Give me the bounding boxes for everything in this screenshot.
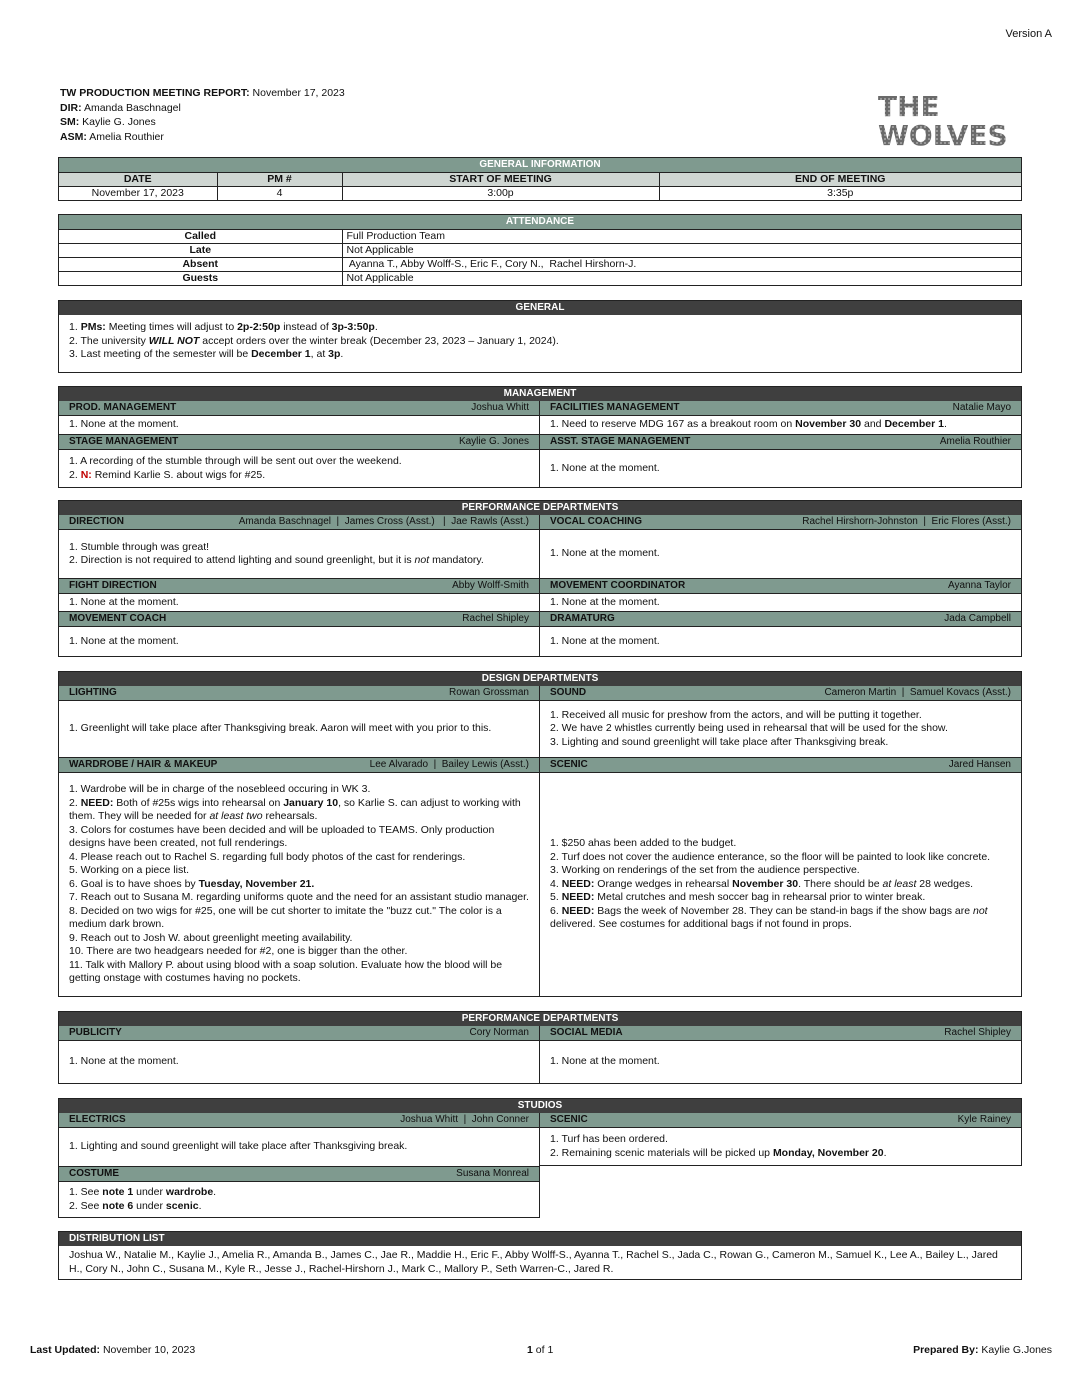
- date-value: November 17, 2023: [59, 187, 217, 201]
- dept-person: Rachel Hirshorn-Johnston | Eric Flores (Asst.): [802, 516, 1011, 527]
- attendance-section: [58, 214, 1022, 286]
- general-section: [58, 300, 1022, 373]
- dept-name: FIGHT DIRECTION: [69, 580, 157, 591]
- dept-notes: [69, 1186, 529, 1213]
- dept-person: Susana Monreal: [456, 1168, 529, 1179]
- dept-notes: [69, 635, 529, 649]
- asm-label: ASM:: [60, 130, 87, 143]
- note-line: 1. Turf has been ordered.: [550, 1133, 668, 1145]
- dept-notes: [550, 418, 1011, 432]
- last-updated-date: November 10, 2023: [102, 1344, 196, 1356]
- dept-person: Cameron Martin | Samuel Kovacs (Asst.): [824, 687, 1011, 698]
- note-line: 3. Colors for costumes have been decided and will be uploaded to TEAMS. Only production designs have been created, not full renderings.: [69, 823, 495, 850]
- note-line: 1. None at the moment.: [550, 1055, 660, 1068]
- dept-person: Amelia Routhier: [939, 436, 1011, 447]
- note-line: 6. NEED: Bags the week of November 28. They can be stand-in bags if the show bags are not delivered. See costumes for additional bags if not found in props.: [550, 904, 988, 931]
- design-departments-section: [58, 671, 1022, 997]
- last-updated: [30, 1344, 195, 1356]
- note-line: 10. There are two headgears needed for #2, one is bigger than the other.: [69, 945, 408, 958]
- attendance-label: Called: [59, 230, 342, 244]
- attendance-row: [59, 244, 1021, 258]
- distribution-names: Joshua W., Natalie M., Kaylie J., Amelia R., Amanda B., James C., Jae R., Maddie H., Eric F., Abby Wolff-S., Ayanna T., Rachel S., Jada C., Rowan G., Cameron M., Samuel K., Lee A., Bailey L., Jared H., Cory N., John C., Susana M., Kyle R., Jesse J., Rachel-Hirshorn J., Mark C., Mallory P., Seth Warren-C., Jared R.: [69, 1249, 998, 1275]
- dept-person: Rachel Shipley: [462, 613, 529, 624]
- dept-name: SCENIC: [550, 759, 588, 770]
- attendance-value: Full Production Team: [342, 230, 1021, 244]
- general-note: 2. The university WILL NOT accept orders over the winter break (December 23, 2023 – January 1, 2024).: [69, 334, 559, 347]
- dept-person: Natalie Mayo: [952, 402, 1011, 413]
- sm-label: SM:: [60, 116, 80, 128]
- note-line: 1. None at the moment.: [550, 634, 660, 647]
- general-note: 3. Last meeting of the semester will be December 1, at 3p.: [69, 348, 344, 360]
- dept-notes: [69, 596, 529, 610]
- note-line: 2. We have 2 whistles currently being used in rehearsal that will be used for the show.: [550, 722, 948, 735]
- dept-notes: [550, 635, 1011, 649]
- note-line: 3. Working on renderings of the set from the audience perspective.: [550, 864, 860, 877]
- dept-name: DIRECTION: [69, 516, 124, 527]
- start-header: START OF MEETING: [342, 173, 659, 187]
- dept-notes: [69, 783, 529, 986]
- attendance-label: Late: [59, 244, 342, 258]
- report-header: [60, 86, 345, 144]
- attendance-row: [59, 258, 1021, 272]
- distribution-title: DISTRIBUTION LIST: [59, 1232, 1021, 1246]
- dept-notes: [69, 1140, 529, 1154]
- note-line: 1. None at the moment.: [550, 547, 660, 560]
- note-line: 1. Greenlight will take place after Thanksgiving break. Aaron will meet with you prior to this.: [69, 722, 492, 735]
- dept-name: WARDROBE / HAIR & MAKEUP: [69, 759, 218, 770]
- logo-line-1: THE: [878, 90, 940, 123]
- note-line: 6. Goal is to have shoes by Tuesday, November 21.: [69, 877, 315, 890]
- dept-name: DRAMATURG: [550, 613, 615, 624]
- note-line: 2. NEED: Both of #25s wigs into rehearsal on January 10, so Karlie S. can adjust to working with them. They will be needed for at least two rehearsals.: [69, 796, 521, 823]
- dept-person: Jada Campbell: [944, 613, 1011, 624]
- note-line: 5. Working on a piece list.: [69, 864, 190, 877]
- attendance-label: Guests: [59, 272, 342, 286]
- attendance-value: Not Applicable: [342, 244, 1021, 258]
- note-line: 1. Stumble through was great!: [69, 540, 210, 553]
- performance2-title: PERFORMANCE DEPARTMENTS: [59, 1012, 1021, 1026]
- dept-notes: [69, 722, 529, 736]
- stage-manager-name: Kaylie G. Jones: [82, 116, 156, 128]
- note-line: 4. Please reach out to Rachel S. regarding full body photos of the cast for renderings.: [69, 850, 466, 863]
- management-section: [58, 386, 1022, 488]
- dept-person: Kaylie G. Jones: [458, 436, 529, 447]
- dept-notes: [550, 547, 1011, 561]
- dept-name: PROD. MANAGEMENT: [69, 402, 177, 413]
- attendance-row: [59, 272, 1021, 286]
- dept-notes: [69, 1055, 529, 1069]
- note-line: 9. Reach out to Josh W. about greenlight meeting availability.: [69, 931, 353, 944]
- attendance-value: Ayanna T., Abby Wolff-S., Eric F., Cory N., Rachel Hirshorn-J.: [342, 258, 1021, 272]
- dept-name: STAGE MANAGEMENT: [69, 436, 179, 447]
- prepared-by-name: Kaylie G.Jones: [981, 1344, 1052, 1356]
- note-line: 1. None at the moment.: [69, 418, 179, 431]
- note-line: 1. None at the moment.: [69, 595, 179, 608]
- studios-title: STUDIOS: [59, 1099, 1021, 1113]
- prepared-by: [913, 1344, 1052, 1356]
- note-line: 1. A recording of the stumble through will be sent out over the weekend.: [69, 455, 402, 467]
- version-label: Version A: [1005, 28, 1052, 40]
- dept-name: MOVEMENT COACH: [69, 613, 167, 624]
- dept-notes: [550, 462, 1011, 476]
- report-label: TW PRODUCTION MEETING REPORT:: [60, 87, 250, 99]
- performance-departments-section: [58, 500, 1022, 657]
- note-line: 2. Remaining scenic materials will be picked up Monday, November 20.: [550, 1146, 887, 1159]
- dept-person: Ayanna Taylor: [947, 580, 1011, 591]
- dept-name: MOVEMENT COORDINATOR: [550, 580, 686, 591]
- end-header: END OF MEETING: [659, 173, 1021, 187]
- note-line: 7. Reach out to Susana M. regarding uniforms quote and the need for an assistant studio manager.: [69, 891, 529, 904]
- dept-name: SOUND: [550, 687, 587, 698]
- dept-person: Lee Alvarado | Bailey Lewis (Asst.): [369, 759, 529, 770]
- dept-notes: [550, 709, 1011, 750]
- dept-name: PUBLICITY: [69, 1027, 122, 1038]
- dept-name: COSTUME: [69, 1168, 119, 1179]
- dept-name: VOCAL COACHING: [550, 516, 643, 527]
- management-title: MANAGEMENT: [59, 387, 1021, 401]
- dept-name: ASST. STAGE MANAGEMENT: [550, 436, 691, 447]
- general-information-title: GENERAL INFORMATION: [59, 158, 1021, 173]
- note-line: 1. See note 1 under wardrobe.: [69, 1186, 217, 1198]
- dept-name: LIGHTING: [69, 687, 117, 698]
- last-updated-label: Last Updated:: [30, 1344, 101, 1356]
- asst-stage-manager-name: Amelia Routhier: [89, 130, 164, 143]
- note-line: 1. Wardrobe will be in charge of the nosebleed occuring in WK 3.: [69, 783, 371, 796]
- note-line: 2. See note 6 under scenic.: [69, 1199, 202, 1212]
- date-header: DATE: [59, 173, 217, 187]
- dept-person: Amanda Baschnagel | James Cross (Asst.) | Jae Rawls (Asst.): [238, 516, 529, 527]
- dept-person: Jared Hansen: [948, 759, 1011, 770]
- note-line: 1. Lighting and sound greenlight will take place after Thanksgiving break.: [69, 1139, 408, 1152]
- dept-notes: [550, 1055, 1011, 1069]
- note-line: 1. Received all music for preshow from the actors, and will be putting it together.: [550, 708, 922, 721]
- note-line: 2. Direction is not required to attend lighting and sound greenlight, but it is not mandatory.: [69, 554, 484, 566]
- note-line: 8. Decided on two wigs for #25, one will be cut shorter to imitate the "buzz cut." The color is a medium dark brown.: [69, 904, 502, 931]
- page-current: 1: [527, 1344, 533, 1356]
- note-line: 1. None at the moment.: [550, 461, 660, 474]
- dept-name: SOCIAL MEDIA: [550, 1027, 623, 1038]
- note-line: 5. NEED: Metal crutches and mesh soccer bag in rehearsal prior to winter break.: [550, 891, 926, 904]
- dept-notes: [550, 596, 1011, 610]
- dept-person: Joshua Whitt: [471, 402, 529, 413]
- dept-person: Cory Norman: [469, 1027, 529, 1038]
- prepared-by-label: Prepared By:: [913, 1344, 979, 1356]
- dept-name: SCENIC: [550, 1114, 588, 1125]
- note-line: 1. Need to reserve MDG 167 as a breakout room on November 30 and December 1.: [550, 418, 947, 431]
- dept-person: Rachel Shipley: [944, 1027, 1011, 1038]
- publicity-departments-section: [58, 1011, 1022, 1084]
- end-value: 3:35p: [659, 187, 1021, 201]
- page-total: of 1: [535, 1344, 554, 1356]
- start-value: 3:00p: [342, 187, 659, 201]
- note-line: 11. Talk with Mallory P. about using blood with a soap solution. Evaluate how the blood will be getting onstage with costumes having no pockets.: [69, 958, 503, 985]
- dept-notes: [69, 541, 529, 568]
- dept-notes: [69, 418, 529, 432]
- dept-person: Kyle Rainey: [957, 1114, 1011, 1125]
- report-date: November 17, 2023: [252, 87, 345, 99]
- note-line: 3. Lighting and sound greenlight will take place after Thanksgiving break.: [550, 735, 889, 748]
- general-title: GENERAL: [59, 301, 1021, 315]
- note-line: 1. None at the moment.: [69, 634, 179, 647]
- director-name: Amanda Baschnagel: [83, 101, 181, 114]
- dept-name: FACILITIES MANAGEMENT: [550, 402, 680, 413]
- studios-section: [58, 1098, 1022, 1218]
- dept-notes: [550, 837, 1011, 932]
- dept-notes: [550, 1133, 1011, 1160]
- note-line: 4. NEED: Orange wedges in rehearsal November 30. There should be at least 28 wedges.: [550, 877, 973, 890]
- dept-notes: [69, 455, 529, 482]
- performance-title: PERFORMANCE DEPARTMENTS: [59, 501, 1021, 515]
- general-information-section: [58, 157, 1022, 201]
- attendance-value: Not Applicable: [342, 272, 1021, 286]
- note-line: 2. Turf does not cover the audience enterance, so the floor will be painted to look like concrete.: [550, 850, 991, 863]
- pm-number-value: 4: [217, 187, 342, 201]
- dir-label: DIR:: [60, 101, 82, 114]
- dept-person: Joshua Whitt | John Conner: [400, 1114, 529, 1125]
- note-line: 1. None at the moment.: [550, 595, 660, 608]
- attendance-row: [59, 230, 1021, 244]
- design-title: DESIGN DEPARTMENTS: [59, 672, 1021, 686]
- dept-person: Rowan Grossman: [448, 687, 529, 698]
- dept-person: Abby Wolff-Smith: [452, 580, 529, 591]
- attendance-title: ATTENDANCE: [59, 215, 1021, 230]
- note-line: 1. $250 ahas been added to the budget.: [550, 837, 737, 850]
- note-line: 2. N: Remind Karlie S. about wigs for #25.: [69, 468, 266, 481]
- the-wolves-logo: [876, 90, 1024, 150]
- general-note: 1. PMs: Meeting times will adjust to 2p-2:50p instead of 3p-3:50p.: [69, 321, 378, 333]
- distribution-list-section: [58, 1231, 1022, 1280]
- attendance-label: Absent: [59, 258, 342, 272]
- page-number: [527, 1344, 553, 1356]
- note-line: 1. None at the moment.: [69, 1055, 179, 1068]
- pm-number-header: PM #: [217, 173, 342, 187]
- logo-line-2: WOLVES: [878, 119, 1008, 150]
- dept-name: ELECTRICS: [69, 1114, 126, 1125]
